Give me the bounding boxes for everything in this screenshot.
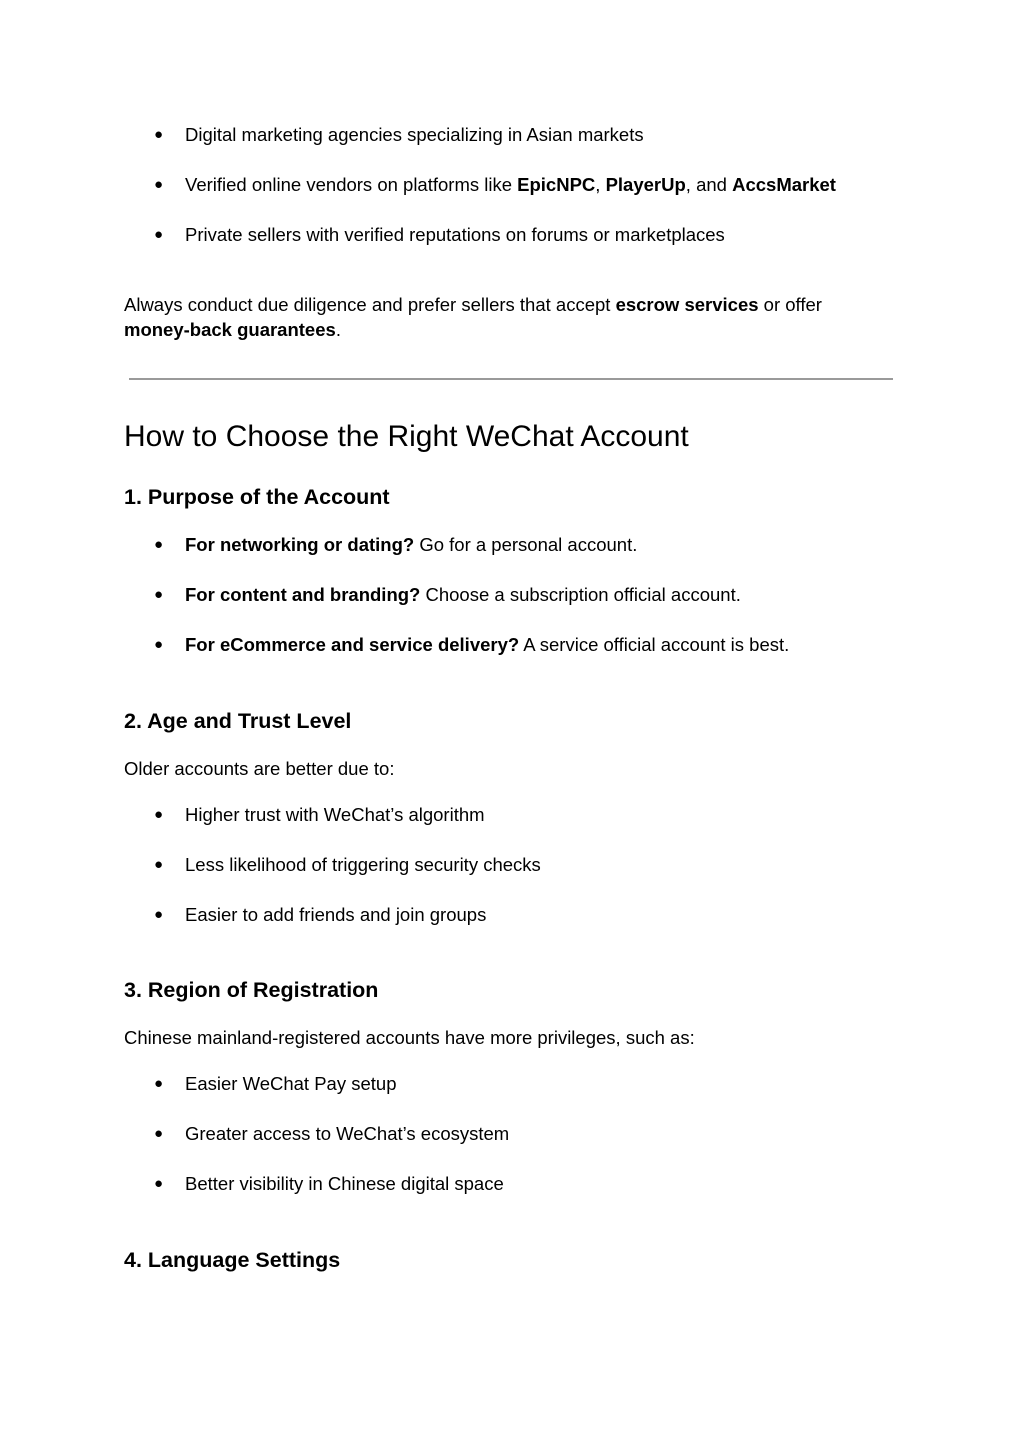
list-item bbox=[154, 172, 836, 197]
list-item bbox=[154, 1071, 397, 1096]
list-item-text: Better visibility in Chinese digital space bbox=[185, 1173, 504, 1194]
list-item-text: Greater access to WeChat’s ecosystem bbox=[185, 1123, 510, 1144]
list-item-text: Digital marketing agencies specializing in Asian markets bbox=[185, 124, 644, 145]
list-item bbox=[154, 1171, 504, 1196]
bullet-icon: ● bbox=[154, 1125, 164, 1142]
bullet-icon: ● bbox=[154, 636, 164, 653]
list-item bbox=[154, 1121, 509, 1146]
paragraph-bold-text: escrow services bbox=[615, 294, 759, 315]
list-item-text: Easier to add friends and join groups bbox=[185, 904, 487, 925]
section-heading: 3. Region of Registration bbox=[124, 978, 379, 1002]
list-item-text-part: , and bbox=[685, 174, 733, 195]
list-item bbox=[154, 222, 725, 247]
page-heading: How to Choose the Right WeChat Account bbox=[124, 420, 689, 453]
list-item bbox=[154, 122, 644, 147]
list-item-bold-text: For content and branding? bbox=[185, 584, 421, 605]
list-item bbox=[154, 852, 541, 877]
list-item-text-part: Go for a personal account. bbox=[414, 534, 638, 555]
bullet-icon: ● bbox=[154, 226, 164, 243]
bullet-icon: ● bbox=[154, 1175, 164, 1192]
list-item-text-part: , bbox=[595, 174, 606, 195]
bullet-icon: ● bbox=[154, 586, 164, 603]
list-item bbox=[154, 532, 637, 557]
list-item-text bbox=[185, 632, 789, 657]
bullet-icon: ● bbox=[154, 126, 164, 143]
bullet-icon: ● bbox=[154, 856, 164, 873]
list-item-text-part: Choose a subscription official account. bbox=[420, 584, 741, 605]
diligence-paragraph-line-2 bbox=[124, 317, 341, 342]
vendor-name-epicnpc: EpicNPC bbox=[517, 174, 596, 195]
list-item-text: Less likelihood of triggering security checks bbox=[185, 854, 541, 875]
section-heading: 4. Language Settings bbox=[124, 1248, 341, 1272]
list-item-bold-text: For eCommerce and service delivery? bbox=[185, 634, 520, 655]
section-heading: 2. Age and Trust Level bbox=[124, 709, 352, 733]
paragraph-text: . bbox=[335, 319, 341, 340]
vendor-name-accsmarket: AccsMarket bbox=[732, 174, 836, 195]
section-heading: 1. Purpose of the Account bbox=[124, 485, 390, 509]
list-item bbox=[154, 632, 789, 657]
bullet-icon: ● bbox=[154, 906, 164, 923]
list-item-text: Higher trust with WeChat’s algorithm bbox=[185, 804, 485, 825]
paragraph-text: or offer bbox=[758, 294, 822, 315]
list-item-text-part: Verified online vendors on platforms like bbox=[185, 174, 518, 195]
list-item-text bbox=[185, 172, 836, 197]
list-item-text bbox=[185, 582, 741, 607]
bullet-icon: ● bbox=[154, 536, 164, 553]
list-item-text: Easier WeChat Pay setup bbox=[185, 1073, 397, 1094]
list-item bbox=[154, 582, 741, 607]
bullet-icon: ● bbox=[154, 1075, 164, 1092]
list-item-text-part: A service official account is best. bbox=[519, 634, 790, 655]
bullet-icon: ● bbox=[154, 806, 164, 823]
diligence-paragraph-line-1 bbox=[124, 292, 822, 317]
bullet-icon: ● bbox=[154, 176, 164, 193]
list-item-text: Private sellers with verified reputations on forums or marketplaces bbox=[185, 224, 725, 245]
list-item-bold-text: For networking or dating? bbox=[185, 534, 415, 555]
list-item-text bbox=[185, 532, 637, 557]
paragraph-bold-text: money-back guarantees bbox=[124, 319, 336, 340]
paragraph-text: Always conduct due diligence and prefer sellers that accept bbox=[124, 294, 616, 315]
vendor-name-playerup: PlayerUp bbox=[605, 174, 686, 195]
section-intro: Older accounts are better due to: bbox=[124, 758, 395, 779]
section-intro: Chinese mainland-registered accounts have more privileges, such as: bbox=[124, 1027, 695, 1048]
horizontal-divider bbox=[129, 378, 893, 380]
list-item bbox=[154, 802, 485, 827]
list-item bbox=[154, 902, 486, 927]
